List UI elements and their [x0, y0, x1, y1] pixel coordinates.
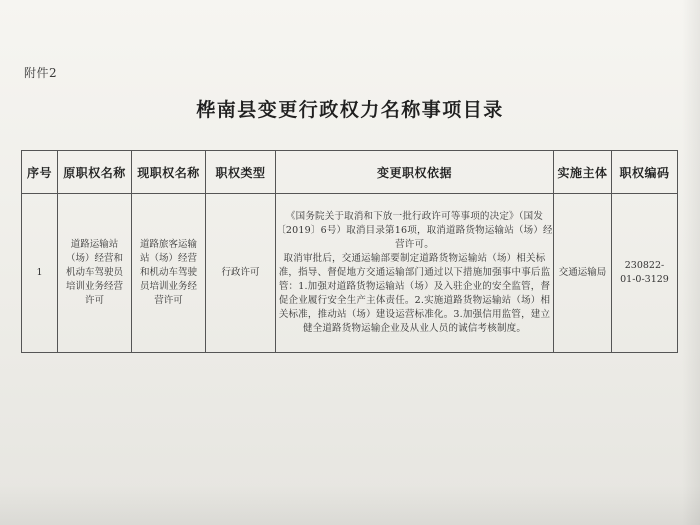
table-header-row	[22, 151, 678, 194]
cell-implementer	[554, 194, 612, 353]
header-current-name: 现职权名称	[132, 151, 206, 194]
table-row	[22, 194, 678, 353]
page-edge-shadow	[682, 0, 700, 525]
implementer-text: 交通运输局	[558, 267, 607, 278]
header-code: 职权编码	[612, 151, 678, 194]
original-name-text: 道路运输站（场）经营和机动车驾驶员培训业务经营许可	[65, 239, 123, 306]
cell-power-type	[206, 194, 276, 353]
power-catalog-table	[21, 150, 678, 353]
page-bottom-shadow	[0, 485, 700, 525]
cell-index	[22, 194, 58, 353]
document-title: 桦南县变更行政权力名称事项目录	[196, 99, 504, 121]
cell-code	[612, 194, 678, 353]
header-power-type: 职权类型	[206, 151, 276, 194]
header-index: 序号	[22, 151, 58, 194]
basis-paragraph-1: 《国务院关于取消和下放一批行政许可等事项的决定》（国发〔2019〕6号）取消目录第16项，取消道路货物运输站（场）经营许可。	[276, 211, 553, 250]
power-type-text: 行政许可	[221, 267, 260, 278]
cell-basis	[276, 194, 554, 353]
basis-paragraph-2: 取消审批后，交通运输部要制定道路货物运输站（场）相关标准，指导、督促地方交通运输部门通过以下措施加强事中事后监管：1.加强对道路货物运输站（场）及入驻企业的安全监管，督促企业履行安全生产主体责任。2.实施道路货物运输站（场）相关标准，推动站（场）建设运营标准化。3.加强信用监管，建立健全道路货物运输企业及从业人员的诚信考核制度。	[278, 253, 551, 334]
row-index: 1	[36, 267, 43, 278]
header-basis: 变更职权依据	[276, 151, 554, 194]
cell-original-name	[58, 194, 132, 353]
header-original-name: 原职权名称	[58, 151, 132, 194]
cell-current-name	[132, 194, 206, 353]
annex-label: 附件2	[24, 66, 58, 80]
power-code-text: 230822-01-0-3129	[620, 260, 669, 285]
current-name-text: 道路旅客运输站（场）经营和机动车驾驶员培训业务经营许可	[139, 239, 197, 306]
header-implementer: 实施主体	[554, 151, 612, 194]
